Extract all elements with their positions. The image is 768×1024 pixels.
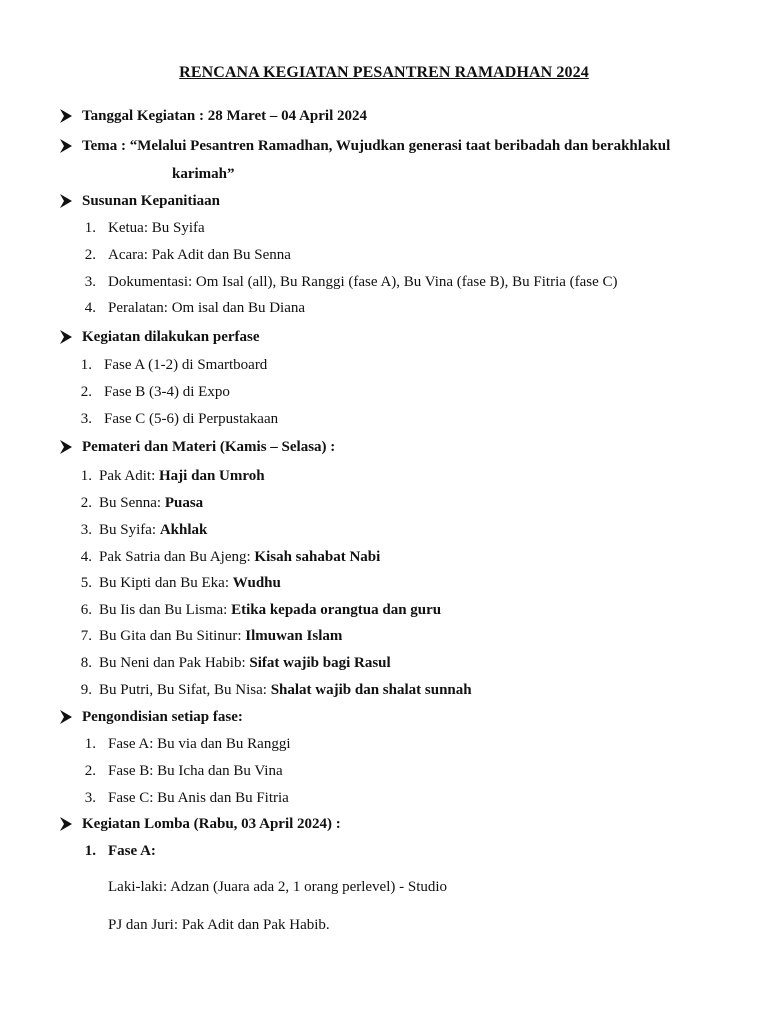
list-number: 3. — [84, 790, 96, 806]
pemateri-topic: Sifat wajib bagi Rasul — [249, 655, 391, 671]
pemateri-name: Pak Satria dan Bu Ajeng: — [99, 549, 255, 565]
pemateri-topic: Puasa — [164, 495, 204, 511]
list-item: Acara: Pak Adit dan Bu Senna — [108, 247, 291, 263]
list-item — [99, 628, 342, 645]
pemateri-topic: Ilmuwan Islam — [245, 628, 343, 644]
pemateri-name: Bu Senna: — [99, 495, 165, 511]
fase-label: Fase A: — [108, 843, 156, 859]
tema-line-2: karimah” — [172, 166, 235, 182]
list-number: 4. — [84, 300, 96, 316]
list-number: 1. — [84, 220, 96, 236]
list-item: Ketua: Bu Syifa — [108, 220, 205, 236]
list-item — [99, 549, 380, 566]
list-item: Fase C (5-6) di Perpustakaan — [104, 411, 279, 427]
pemateri-topic: Etika kepada orangtua dan guru — [231, 602, 442, 618]
arrow-bullet-icon — [58, 138, 74, 154]
list-item — [99, 522, 207, 539]
susunan-heading: Susunan Kepanitiaan — [82, 193, 220, 209]
pemateri-name: Bu Neni dan Pak Habib: — [99, 655, 250, 671]
arrow-bullet-icon — [58, 329, 74, 345]
pengondisian-heading: Pengondisian setiap fase: — [82, 709, 243, 725]
list-number: 1. — [80, 468, 92, 484]
pemateri-name: Pak Adit: — [99, 468, 160, 484]
arrow-bullet-icon — [58, 816, 74, 832]
pemateri-name: Bu Gita dan Bu Sitinur: — [99, 628, 246, 644]
list-number: 1. — [84, 843, 96, 859]
list-item — [99, 575, 281, 592]
pemateri-name: Bu Syifa: — [99, 522, 160, 538]
pemateri-topic: Shalat wajib dan shalat sunnah — [270, 682, 472, 698]
list-item: Fase B: Bu Icha dan Bu Vina — [108, 763, 283, 779]
list-number: 8. — [80, 655, 92, 671]
pemateri-name: Bu Kipti dan Bu Eka: — [99, 575, 233, 591]
tema-line-1: Tema : “Melalui Pesantren Ramadhan, Wujudkan generasi taat beribadah dan berakhlakul — [82, 138, 671, 154]
list-number: 2. — [80, 495, 92, 511]
list-number: 7. — [80, 628, 92, 644]
list-item: Fase B (3-4) di Expo — [104, 384, 230, 400]
tanggal-text: Tanggal Kegiatan : 28 Maret – 04 April 2024 — [82, 108, 367, 124]
pemateri-topic: Haji dan Umroh — [159, 468, 265, 484]
list-item: Fase A (1-2) di Smartboard — [104, 357, 268, 373]
lomba-detail: Laki-laki: Adzan (Juara ada 2, 1 orang perlevel) - Studio — [108, 879, 448, 895]
arrow-bullet-icon — [58, 193, 74, 209]
pemateri-topic: Akhlak — [159, 522, 208, 538]
lomba-juri: PJ dan Juri: Pak Adit dan Pak Habib. — [108, 917, 330, 933]
lomba-heading: Kegiatan Lomba (Rabu, 03 April 2024) : — [82, 816, 341, 832]
arrow-bullet-icon — [58, 108, 74, 124]
list-number: 1. — [84, 736, 96, 752]
list-number: 3. — [84, 274, 96, 290]
list-number: 2. — [84, 247, 96, 263]
list-number: 2. — [84, 763, 96, 779]
list-item: Peralatan: Om isal dan Bu Diana — [108, 300, 306, 316]
list-number: 1. — [80, 357, 92, 373]
pemateri-name: Bu Putri, Bu Sifat, Bu Nisa: — [99, 682, 271, 698]
list-item: Fase A: Bu via dan Bu Ranggi — [108, 736, 291, 752]
list-item — [99, 495, 203, 512]
list-number: 6. — [80, 602, 92, 618]
list-item — [99, 655, 391, 672]
list-number: 4. — [80, 549, 92, 565]
perfase-heading: Kegiatan dilakukan perfase — [82, 329, 260, 345]
list-number: 5. — [80, 575, 92, 591]
pemateri-name: Bu Iis dan Bu Lisma: — [99, 602, 232, 618]
page-title: RENCANA KEGIATAN PESANTREN RAMADHAN 2024 — [179, 64, 589, 81]
list-number: 2. — [80, 384, 92, 400]
list-item — [99, 682, 472, 699]
arrow-bullet-icon — [58, 439, 74, 455]
list-item — [99, 602, 441, 619]
list-item: Dokumentasi: Om Isal (all), Bu Ranggi (fase A), Bu Vina (fase B), Bu Fitria (fase C) — [108, 274, 618, 290]
pemateri-heading: Pemateri dan Materi (Kamis – Selasa) : — [82, 439, 336, 455]
pemateri-topic: Kisah sahabat Nabi — [254, 549, 381, 565]
list-number: 3. — [80, 522, 92, 538]
list-number: 9. — [80, 682, 92, 698]
list-item: Fase C: Bu Anis dan Bu Fitria — [108, 790, 289, 806]
arrow-bullet-icon — [58, 709, 74, 725]
list-item — [99, 468, 265, 485]
pemateri-topic: Wudhu — [232, 575, 281, 591]
list-number: 3. — [80, 411, 92, 427]
